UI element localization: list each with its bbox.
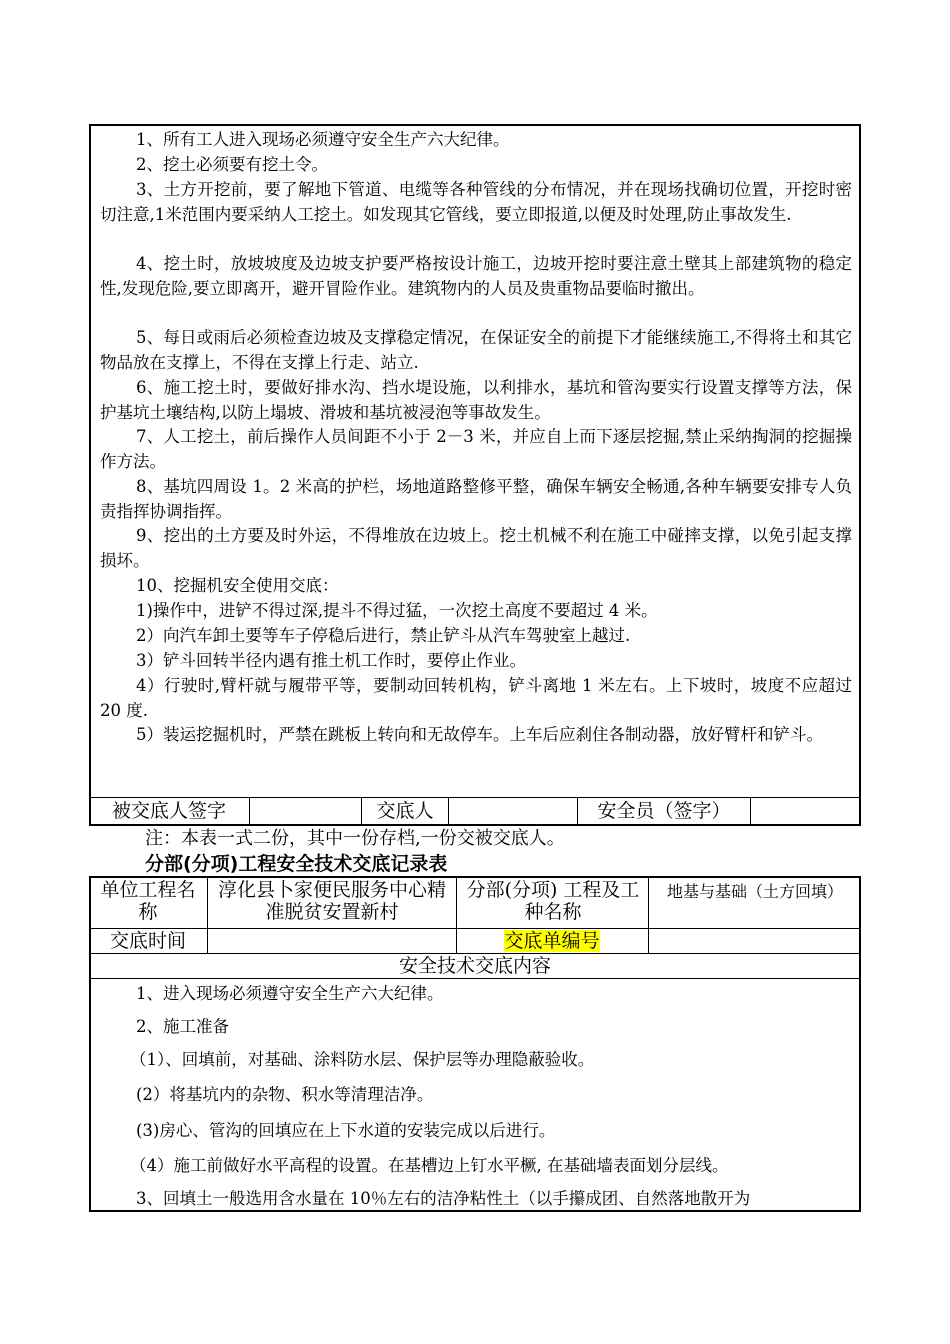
sign-col-2 [361, 797, 362, 825]
safety-officer-label: 安全员（签字） [597, 800, 731, 822]
form2-col-3 [648, 876, 649, 954]
receiver-signature-field[interactable] [251, 799, 359, 823]
paragraph-10-4: 4）行驶时,臂杆就与履带平等，要制动回转机构，铲斗离地 1 米左右。上下坡时，坡度不应超过 20 度. [100, 676, 852, 720]
form2-row-3 [89, 978, 861, 979]
discloser-label: 交底人 [376, 800, 434, 822]
form2-col-1 [207, 876, 208, 954]
paragraph-3: 3、土方开挖前，要了解地下管道、电缆等各种管线的分布情况，并在现场找确切位置，开挖时密切注意,1米范围内要采纳人工挖土。如发现其它管线，要立即报道,以便及时处理,防止事故发生. [100, 180, 852, 224]
paragraph-10-1: 1)操作中，进铲不得过深,提斗不得过猛，一次挖土高度不要超过 4 米。 [136, 601, 658, 620]
form-title: 分部(分项)工程安全技术交底记录表 [145, 853, 448, 875]
disclosure-number-label [458, 930, 646, 952]
form2-item-1: 1、进入现场必须遵守安全生产六大纪律。 [136, 984, 444, 1003]
sign-col-4 [577, 797, 578, 825]
disclosure-time-field[interactable] [209, 930, 454, 952]
sign-col-5 [750, 797, 751, 825]
paragraph-4: 4、挖土时，放坡坡度及边坡支护要严格按设计施工，边坡开挖时要注意土壁其上部建筑物的稳定性,发现危险,要立即离开，避开冒险作业。建筑物内的人员及贵重物品要临时撤出。 [100, 254, 852, 298]
receiver-signature-label: 被交底人签字 [111, 800, 226, 822]
content-section-title: 安全技术交底内容 [398, 955, 551, 977]
disclosure-time-label: 交底时间 [109, 930, 186, 952]
form2-item-2-2: (2）将基坑内的杂物、积水等清理洁净。 [136, 1085, 434, 1104]
disclosure-number-text: 交底单编号 [504, 930, 600, 952]
form2-item-2-3: (3)房心、管沟的回填应在上下水道的安装完成以后进行。 [136, 1121, 556, 1140]
sub-project-label: 分部(分项) 工程及工种名称 [466, 879, 640, 923]
paragraph-1: 1、所有工人进入现场必须遵守安全生产六大纪律。 [136, 130, 510, 149]
sign-row-divider [89, 797, 861, 798]
note-text: 注：本表一式二份，其中一份存档,一份交被交底人。 [145, 828, 565, 849]
paragraph-5: 5、每日或雨后必须检查边坡及支撑稳定情况，在保证安全的前提下才能继续施工,不得将土和其它物品放在支撑上，不得在支撑上行走、站立. [100, 328, 852, 372]
form2-item-2: 2、施工准备 [136, 1017, 229, 1036]
paragraph-10-5: 5）装运挖掘机时，严禁在跳板上转向和无故停车。上车后应刹住各制动器，放好臂杆和铲斗。 [136, 725, 823, 744]
form2-item-2-4: （4）施工前做好水平高程的设置。在基槽边上钉水平橛, 在基础墙表面划分层线。 [130, 1156, 729, 1175]
form2-item-2-1: （1）、回填前，对基础、涂料防水层、保护层等办理隐蔽验收。 [130, 1050, 595, 1069]
form2-item-3: 3、回填土一般选用含水量在 10％左右的洁净粘性土（以手攥成团、自然落地散开为 [136, 1189, 751, 1208]
paragraph-8: 8、基坑四周设 1。2 米高的护栏，场地道路整修平整，确保车辆安全畅通,各种车辆要安排专人负责指挥协调指挥。 [100, 477, 852, 521]
safety-officer-field[interactable] [752, 799, 858, 823]
paragraph-10-3: 3）铲斗回转半径内遇有推土机工作时，要停止作业。 [136, 651, 526, 670]
sub-project-value: 地基与基础（土方回填） [666, 882, 843, 901]
sign-col-3 [448, 797, 449, 825]
disclosure-number-field[interactable] [650, 930, 858, 952]
form2-row-2 [89, 953, 861, 954]
sign-col-1 [249, 797, 250, 825]
paragraph-6: 6、施工挖土时，要做好排水沟、挡水堤设施，以利排水，基坑和管沟要实行设置支撑等方法，保护基坑土壤结构,以防上塌坡、滑坡和基坑被浸泡等事故发生。 [100, 378, 852, 422]
paragraph-2: 2、挖土必须要有挖土令。 [136, 155, 328, 174]
form2-col-2 [456, 876, 457, 954]
paragraph-7: 7、人工挖土，前后操作人员间距不小于 2－3 米，并应自上而下逐层挖掘,禁止采纳掏洞的挖掘操作方法。 [100, 427, 852, 471]
paragraph-10-2: 2）向汽车卸土要等车子停稳后进行，禁止铲斗从汽车驾驶室上越过. [136, 626, 631, 645]
paragraph-9: 9、挖出的土方要及时外运，不得堆放在边坡上。挖土机械不利在施工中碰摔支撑，以免引起支撑损坏。 [100, 526, 852, 570]
unit-name-label: 单位工程名称 [100, 879, 196, 923]
paragraph-10: 10、挖掘机安全使用交底： [136, 576, 339, 595]
discloser-field[interactable] [450, 799, 575, 823]
form2-row-1 [89, 928, 861, 929]
unit-name-value: 淳化县卜家便民服务中心精准脱贫安置新村 [217, 879, 446, 923]
